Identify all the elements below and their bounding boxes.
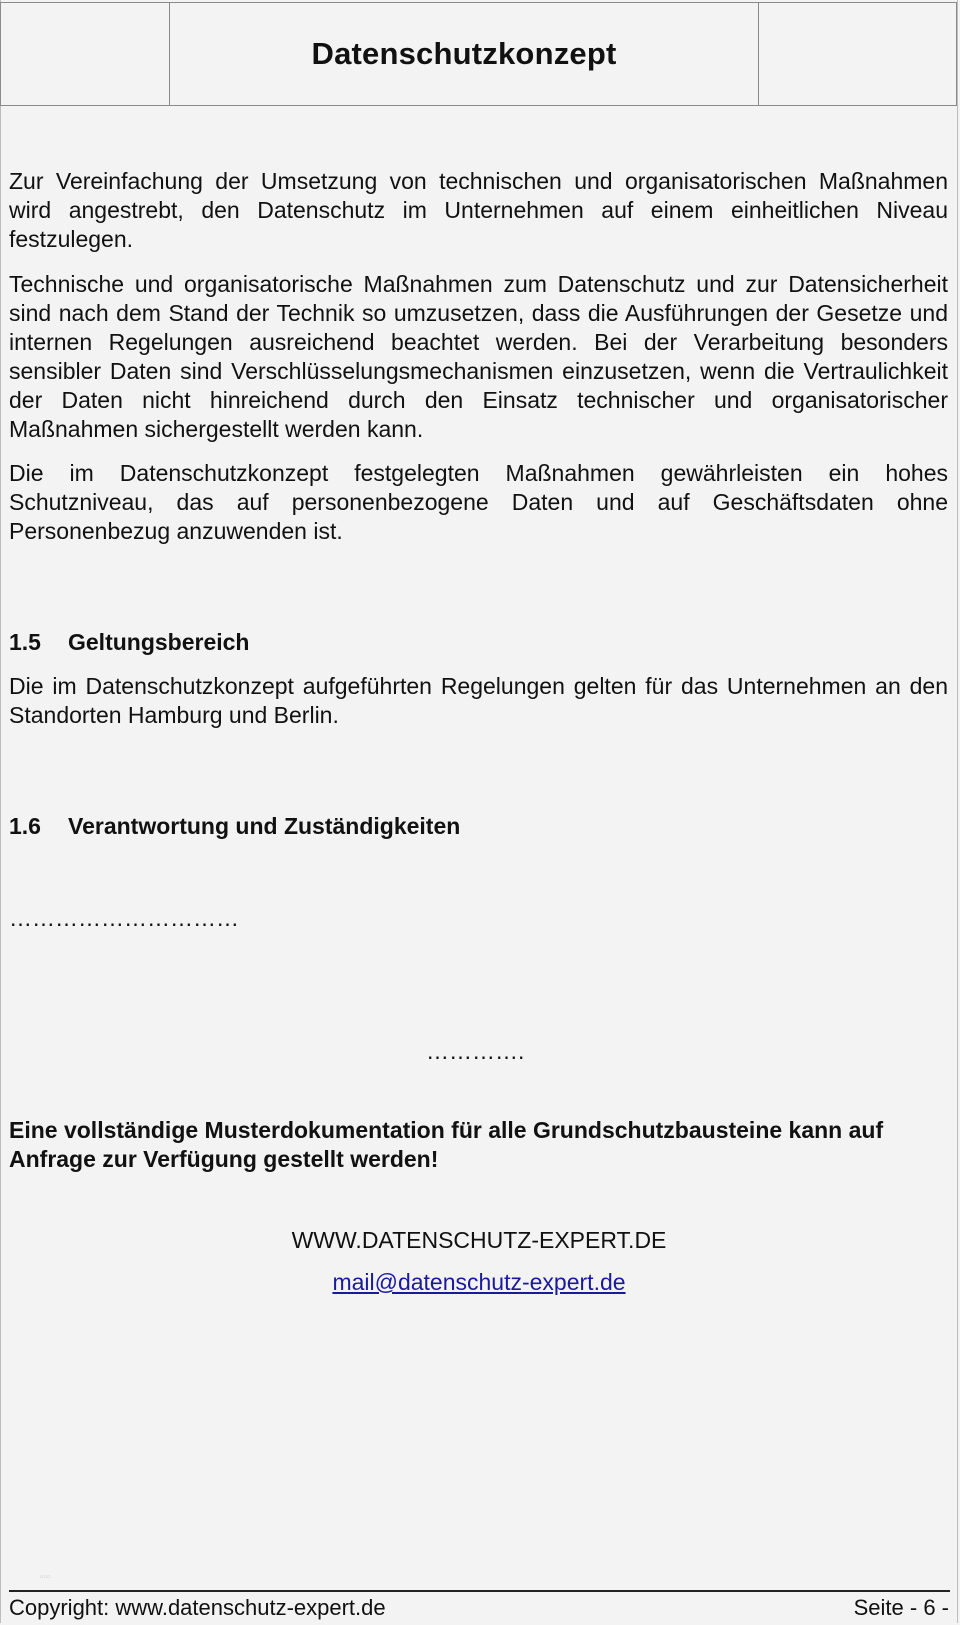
header-cell-center xyxy=(170,3,759,105)
section-number: 1.6 xyxy=(9,813,41,839)
website-text: WWW.DATENSCHUTZ-EXPERT.DE xyxy=(291,1227,667,1253)
section-heading-1-6 xyxy=(9,812,460,841)
section-title: Verantwortung und Zuständigkeiten xyxy=(68,813,461,839)
placeholder-dots-long: ………………………… xyxy=(9,905,239,931)
section-title: Geltungsbereich xyxy=(68,629,250,655)
header-cell-right xyxy=(759,3,956,105)
intro-paragraph: Zur Vereinfachung der Umsetzung von technischen und organisatorischen Maßnahmen wird angestrebt, den Datenschutz im Unternehmen auf einem einheitlichen Niveau festzulegen. xyxy=(9,168,948,252)
placeholder-dots-short: …………. xyxy=(426,1038,525,1064)
header-table xyxy=(0,2,957,106)
watermark-mark: ▫▫▫ xyxy=(40,1572,51,1583)
footer-rule xyxy=(9,1590,950,1592)
measures-paragraph: Technische und organisatorische Maßnahmen zum Datenschutz und zur Datensicherheit sind nach dem Stand der Technik so umzusetzen, dass die Ausführungen der Gesetze und internen Regelungen ausreichend beachtet werden. Bei der Verarbeitung besonders sensibler Daten sind Verschlüsselungsmechanismen einzusetzen, wenn die Vertraulichkeit der Daten nicht hinreichend durch den Einsatz technischer und organisatorischer Maßnahmen sichergestellt werden kann. xyxy=(9,271,948,442)
email-line xyxy=(0,1268,958,1297)
document-title: Datenschutzkonzept xyxy=(311,36,617,71)
documentation-callout: Eine vollständige Musterdokumentation für alle Grundschutzbausteine kann auf Anfrage zur Verfügung gestellt werden! xyxy=(9,1117,884,1172)
section-heading-1-5 xyxy=(9,628,249,657)
footer-copyright: Copyright: www.datenschutz-expert.de xyxy=(9,1595,386,1620)
header-cell-left xyxy=(1,3,170,105)
footer xyxy=(9,1594,949,1622)
protection-level-paragraph: Die im Datenschutzkonzept festgelegten Maßnahmen gewährleisten ein hohes Schutzniveau, das auf personenbezogene Daten und auf Geschäftsdaten ohne Personenbezug anzuwenden ist. xyxy=(9,460,948,544)
scope-paragraph: Die im Datenschutzkonzept aufgeführten Regelungen gelten für das Unternehmen an den Standorten Hamburg und Berlin. xyxy=(9,673,948,728)
section-number: 1.5 xyxy=(9,629,41,655)
email-link[interactable]: mail@datenschutz-expert.de xyxy=(332,1269,626,1295)
footer-page-number: Seite - 6 - xyxy=(853,1595,949,1620)
